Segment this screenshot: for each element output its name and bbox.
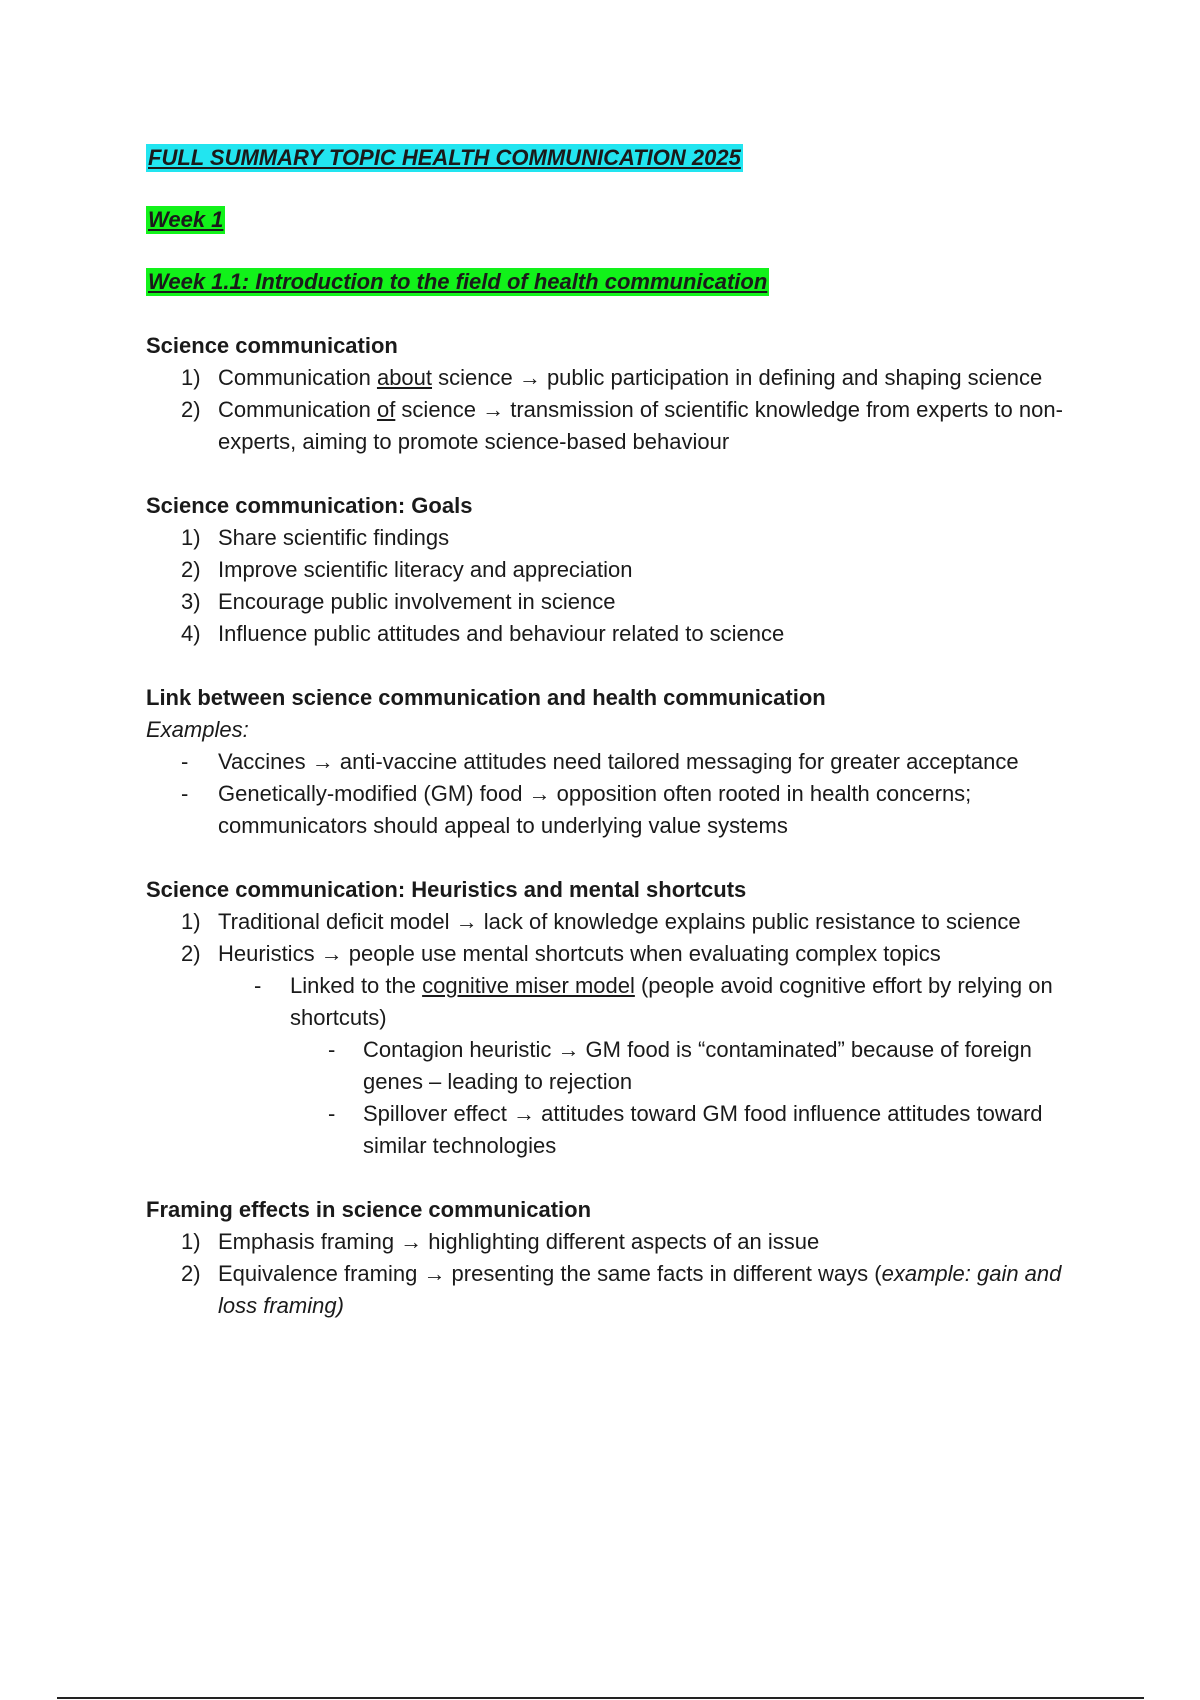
document-title-row <box>146 142 1076 174</box>
heuristics-list <box>146 906 1076 1162</box>
science-communication-list <box>146 362 1076 458</box>
examples-list <box>146 746 1076 842</box>
list-item: 1) Traditional deficit model → lack of knowledge explains public resistance to science <box>181 909 1021 934</box>
document-content <box>146 142 1076 1322</box>
list-item: - Contagion heuristic → GM food is “contaminated” because of foreign genes – leading to rejection <box>328 1037 1032 1094</box>
section-heading-science-communication: Science communication <box>146 333 398 358</box>
week-subheading: Week 1.1: Introduction to the field of health communication <box>148 269 768 294</box>
list-item: 2) Improve scientific literacy and appreciation <box>181 557 633 582</box>
list-item: 1) Communication about science → public participation in defining and shaping science <box>181 365 1043 390</box>
list-item: 4) Influence public attitudes and behaviour related to science <box>181 621 785 646</box>
list-item: 3) Encourage public involvement in science <box>181 589 616 614</box>
list-item: 1) Share scientific findings <box>181 525 450 550</box>
week-subheading-row <box>146 266 1076 298</box>
list-item: 1) Emphasis framing → highlighting different aspects of an issue <box>181 1229 820 1254</box>
list-item: 2) Communication of science → transmission of scientific knowledge from experts to non-experts, aiming to promote science-based behaviour <box>181 397 1063 454</box>
examples-label: Examples: <box>146 717 249 742</box>
week-heading: Week 1 <box>148 207 224 232</box>
section-heading-link: Link between science communication and health communication <box>146 685 826 710</box>
framing-list <box>146 1226 1076 1322</box>
week-heading-row <box>146 204 1076 236</box>
list-item: 2) Heuristics → people use mental shortcuts when evaluating complex topics <box>181 941 941 966</box>
footer-divider <box>57 1697 1144 1699</box>
list-item: - Spillover effect → attitudes toward GM food influence attitudes toward similar technologies <box>328 1101 1043 1158</box>
list-item: - Linked to the cognitive miser model (people avoid cognitive effort by relying on shortcuts) <box>254 973 1053 1030</box>
list-item: - Vaccines → anti-vaccine attitudes need tailored messaging for greater acceptance <box>181 749 1019 774</box>
list-item: - Genetically-modified (GM) food → opposition often rooted in health concerns; communicators should appeal to underlying value systems <box>181 781 972 838</box>
document-title: FULL SUMMARY TOPIC HEALTH COMMUNICATION 2025 <box>148 145 741 170</box>
list-item: 2) Equivalence framing → presenting the same facts in different ways (example: gain and loss framing) <box>181 1261 1062 1318</box>
section-heading-goals: Science communication: Goals <box>146 493 473 518</box>
section-heading-heuristics: Science communication: Heuristics and mental shortcuts <box>146 877 747 902</box>
goals-list <box>146 522 1076 650</box>
section-heading-framing: Framing effects in science communication <box>146 1197 592 1222</box>
